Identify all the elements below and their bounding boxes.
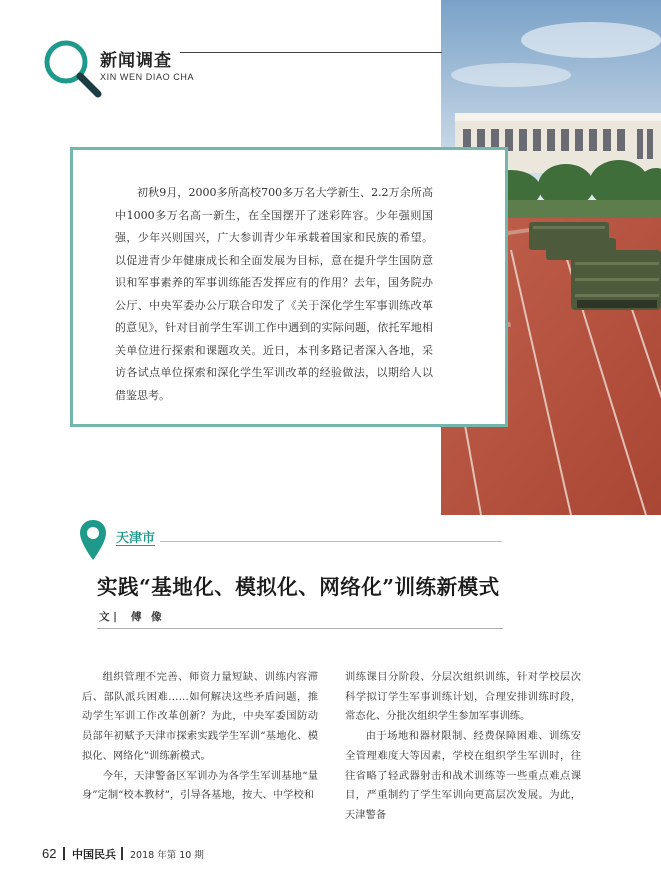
- map-pin-icon: [78, 518, 108, 562]
- page-number: 62: [42, 846, 57, 861]
- body-paragraph: 由于场地和器材限制、经费保障困难、训练安全管理难度大等因素，学校在组织学生军训时，往往省略了轻武器射击和战术训练等一些重点难点课目，严重制约了学生军训向更高层次发展。为此，天津警备: [345, 730, 581, 821]
- intro-text: 初秋9月，2000多所高校700多万名大学新生、2.2万余所高中1000多万名高一新生，在全国摆开了迷彩阵容。少年强则国强，少年兴则国兴，广大参训青少年承载着国家和民族的希望。以促进青少年健康成长和全面发展为目标，意在提升学生国防意识和军事素养的军事训练能否发挥应有的作用？去年，国务院办公厅、中央军委办公厅联合印发了《关于深化学生军事训练改革的意见》，针对目前学生军训工作中遇到的实际问题，依托军地相关单位进行探索和课题攻关。近日，本刊多路记者深入各地，采访各试点单位探索和深化学生军训改革的经验做法，以期给人以借鉴思考。: [115, 186, 433, 402]
- body-paragraph: 组织管理不完善、师资力量短缺、训练内容滞后、部队派兵困难……如何解决这些矛盾问题，推动学生军训工作改革创新？为此，中央军委国防动员部年初赋予天津市探索实践学生军训“基地化、模拟化、网络化”训练新模式。: [82, 671, 318, 762]
- issue-label: 2018 年第 10 期: [130, 850, 204, 861]
- byline-divider: [97, 628, 503, 629]
- byline-author: 傅 像: [131, 611, 165, 623]
- body-paragraph: 今年，天津警备区军训办为各学生军训基地“量身”定制“校本教材”，引导各基地，按大、中学校和: [82, 769, 318, 802]
- location-divider: [160, 541, 502, 542]
- article-headline: 实践“基地化、模拟化、网络化”训练新模式: [97, 575, 500, 599]
- body-paragraph-continued: 训练课目分阶段、分层次组织训练，针对学校层次科学拟订学生军事训练计划，合理安排训练时段，常态化、分批次组织学生参加军事训练。: [345, 671, 581, 723]
- byline-prefix: 文 |: [99, 611, 117, 623]
- header-divider: [180, 52, 442, 53]
- body-column-right: [345, 668, 581, 826]
- footer-separator: [121, 847, 123, 860]
- location-label: 天津市: [116, 531, 156, 546]
- intro-box: [70, 147, 508, 427]
- magnifier-icon: [40, 36, 104, 100]
- magazine-name: 中国民兵: [72, 848, 116, 861]
- footer-separator: [63, 847, 65, 860]
- section-title: 新闻调查: [100, 51, 172, 71]
- section-pinyin: XIN WEN DIAO CHA: [100, 72, 195, 82]
- body-column-left: [82, 668, 318, 806]
